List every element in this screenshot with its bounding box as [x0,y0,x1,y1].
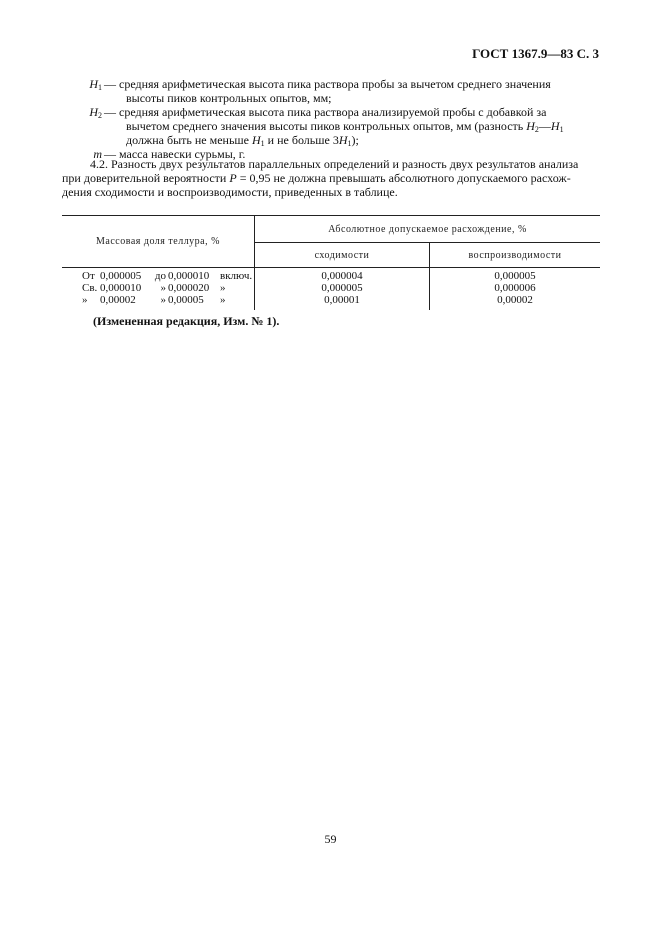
definition-h2-text-cont2: должна быть не меньше $H_1$ и не больше $3H_1$); [126,133,359,148]
header-tellurium: Массовая доля теллура, % [62,216,255,268]
definition-m-text: — масса навески сурьмы, г. [104,147,246,161]
definitions-list [62,77,600,161]
definition-h2-text: — средняя арифметическая высота пика раствора анализируемой пробы с добавкой за [104,105,547,119]
tolerance-table [62,215,600,310]
paragraph-4-2: 4.2. Разность двух результатов параллельных определений и разность двух результатов анализа при доверительной вероятности P = 0,95 не должна превышать абсолютного допускаемого расхож- дения сходимости и воспроизводимости, приведенных в таблице. [62,157,579,199]
definition-h1-text-cont: высоты пиков контрольных опытов, мм; [126,91,332,105]
convergence-values [255,268,430,311]
table-cell: 0,000006 [494,282,536,294]
definition-h1-text: — средняя арифметическая высота пика раствора пробы за вычетом среднего значения [104,77,551,91]
symbol-h1: H [89,77,98,91]
table-cell: 0,000005 [321,282,363,294]
amendment-note: (Измененная редакция, Изм. № 1). [93,314,280,328]
document-header: ГОСТ 1367.9—83 С. 3 [472,46,599,61]
symbol-m: m [93,147,102,161]
paragraph-number: 4.2. [90,157,108,171]
tellurium-ranges [62,268,255,311]
table-row: » 0,00002 » 0,00005 » [82,294,226,306]
header-abs-tolerance: Абсолютное допускаемое расхождение, % [255,216,601,243]
header-reproducibility: воспроизводимости [430,243,601,268]
definition-h1: $H_1$ — средняя арифметическая высота пика раствора пробы за вычетом среднего значения высоты пиков контрольных опытов, мм; [62,77,600,105]
table-row: От 0,000005 до 0,000010 включ. [82,270,253,282]
table-row: Св. 0,000010 » 0,000020 » [82,282,226,294]
table-cell: 0,00002 [497,294,533,306]
symbol-h2: H [89,105,98,119]
table-cell: 0,000005 [494,270,536,282]
table-cell: 0,000004 [321,270,363,282]
definition-h2-text-cont: вычетом среднего значения высоты пиков контрольных опытов, мм (разность $H_2—H_1$ [126,119,564,134]
definition-h2: $H_2$ — средняя арифметическая высота пика раствора анализируемой пробы с добавкой за вычетом среднего значения высоты пиков контрольных опытов, мм (разность $H_2—H_1$ должна быть не меньше $H_1$ и не больше $3H_1$); [62,105,600,147]
reproducibility-values [430,268,601,311]
header-convergence: сходимости [255,243,430,268]
table-cell: 0,00001 [324,294,360,306]
page-number: 59 [324,832,337,846]
